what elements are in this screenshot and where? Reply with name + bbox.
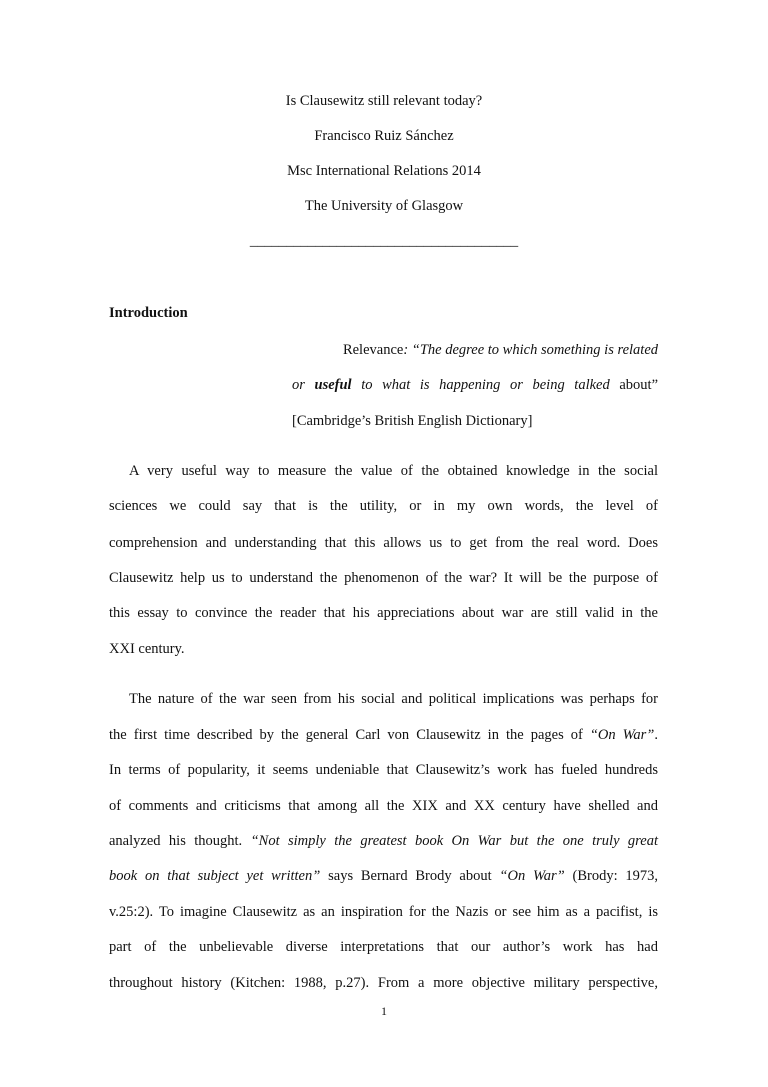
document-title: Is Clausewitz still relevant today? xyxy=(285,93,483,109)
paragraph-line: part of the unbelievable diverse interpretations that our author’s work has had xyxy=(109,939,658,955)
paragraph-line: comprehension and understanding that this allows us to get from the real word. Does xyxy=(109,535,658,551)
paragraph-line: of comments and criticisms that among all the XIX and XX century have shelled and xyxy=(109,798,658,814)
paragraph-line: A very useful way to measure the value of the obtained knowledge in the social xyxy=(129,463,658,479)
section-heading: Introduction xyxy=(109,305,188,321)
paragraph-line: throughout history (Kitchen: 1988, p.27). From a more objective military perspective, xyxy=(109,975,658,991)
epigraph-last-word: about” xyxy=(619,377,659,393)
paragraph-line: sciences we could say that is the utility, or in my own words, the level of xyxy=(109,498,658,514)
line-text: says Bernard Brody about xyxy=(328,868,492,884)
epigraph-line-2 xyxy=(292,376,658,394)
university-name: The University of Glasgow xyxy=(304,198,464,214)
paragraph-line: XXI century. xyxy=(109,641,185,657)
epigraph-or: or xyxy=(292,377,305,393)
paragraph-line: In terms of popularity, it seems undeniable that Clausewitz’s work has fueled hundreds xyxy=(109,762,658,778)
page-number: 1 xyxy=(381,1004,387,1018)
title-rule: _____________________________________ xyxy=(249,233,519,249)
quotation: “Not simply the greatest book On War but the one truly great xyxy=(250,833,658,849)
epigraph-label: Relevance xyxy=(342,342,404,358)
author-name: Francisco Ruiz Sánchez xyxy=(314,128,454,144)
line-text: analyzed his thought. xyxy=(109,833,243,849)
epigraph-source: [Cambridge’s British English Dictionary] xyxy=(292,413,533,429)
epigraph-line-1 xyxy=(292,341,658,359)
paragraph-line xyxy=(109,832,658,850)
epigraph-definition-start: : “The degree to which something is related xyxy=(403,342,658,358)
book-title: “On War” xyxy=(499,868,565,884)
epigraph-bold-word: useful xyxy=(314,377,352,393)
line-text: . xyxy=(654,727,658,743)
epigraph-definition-end: to what is happening or being talked xyxy=(361,377,610,393)
program-name: Msc International Relations 2014 xyxy=(287,163,481,179)
paragraph-line: The nature of the war seen from his social and political implications was perhaps for xyxy=(129,691,658,707)
line-text: the first time described by the general Carl von Clausewitz in the pages of xyxy=(109,727,583,743)
paragraph-line xyxy=(109,726,658,744)
paragraph-line xyxy=(109,867,658,885)
line-text: (Brody: 1973, xyxy=(572,868,659,884)
quotation: book on that subject yet written” xyxy=(109,868,321,884)
book-title: “On War” xyxy=(589,727,655,743)
paragraph-line: this essay to convince the reader that his appreciations about war are still valid in the xyxy=(109,605,658,621)
paragraph-line: v.25:2). To imagine Clausewitz as an inspiration for the Nazis or see him as a pacifist, is xyxy=(109,904,658,920)
paragraph-line: Clausewitz help us to understand the phenomenon of the war? It will be the purpose of xyxy=(109,570,658,586)
